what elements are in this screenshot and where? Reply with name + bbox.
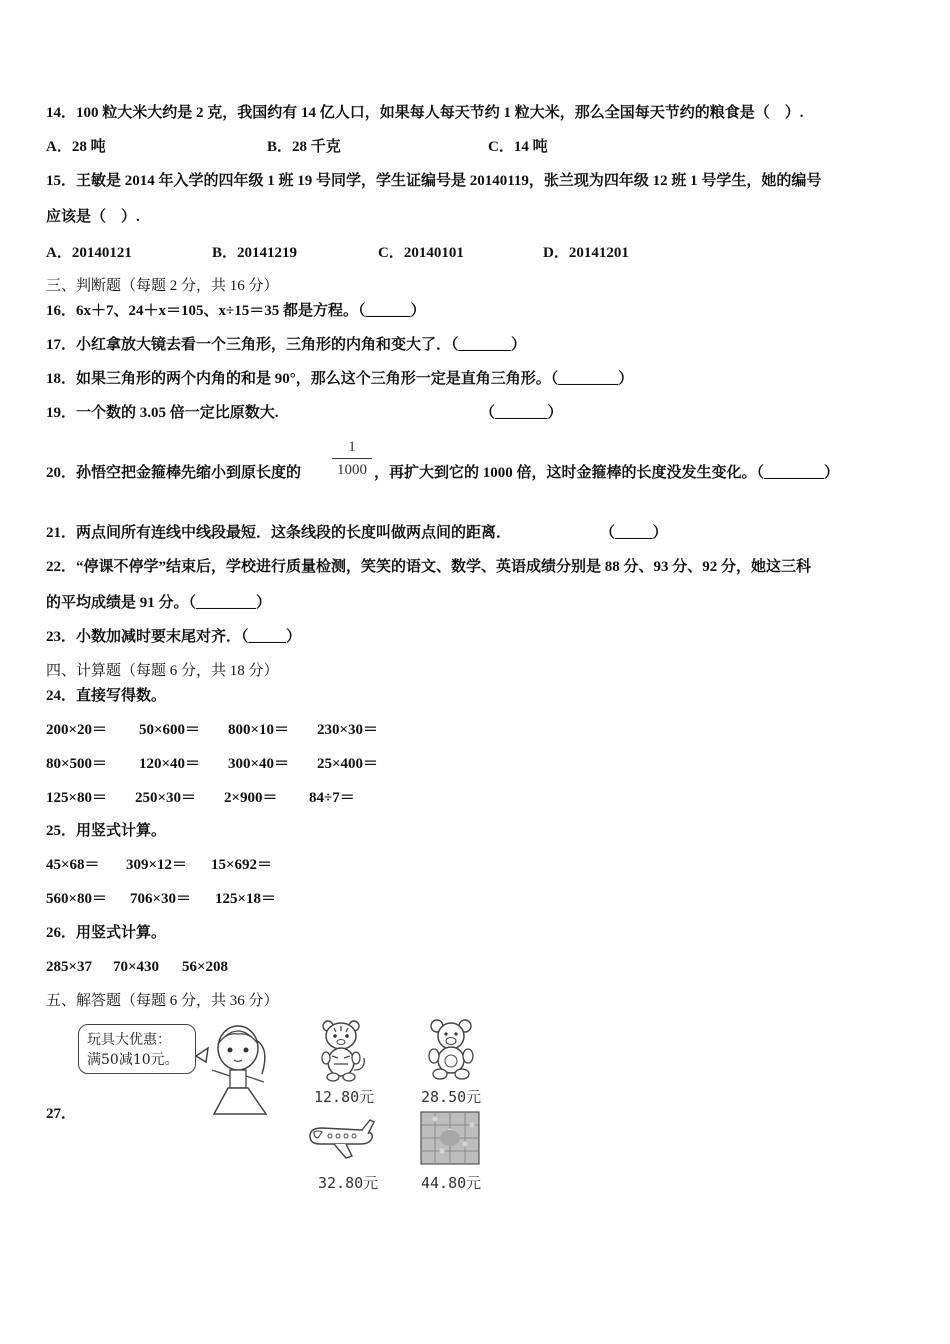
q24-item: 300×40＝ bbox=[228, 756, 290, 772]
q22-line2: 的平均成绩是 91 分。（________） bbox=[46, 595, 272, 611]
section-5-title: 五、解答题（每题 6 分，共 36 分） bbox=[46, 993, 279, 1009]
q19-blank: （_______） bbox=[480, 405, 563, 421]
teddy-bear-icon bbox=[424, 1018, 478, 1080]
q20-fraction-numerator: 1 bbox=[348, 439, 356, 455]
q26-item: 285×37 bbox=[46, 959, 93, 975]
q14-option-b: B．28 千克 bbox=[267, 139, 341, 155]
q25-item: 560×80＝ bbox=[46, 891, 108, 907]
bubble-line1: 玩具大优惠： bbox=[87, 1032, 171, 1048]
q24-item: 230×30＝ bbox=[317, 722, 379, 738]
q24-item: 2×900＝ bbox=[224, 790, 278, 806]
fraction-bar bbox=[332, 458, 372, 459]
q24-item: 800×10＝ bbox=[228, 722, 290, 738]
q25-item: 309×12＝ bbox=[126, 857, 188, 873]
q24-item: 84÷7＝ bbox=[309, 790, 355, 806]
airplane-toy-icon bbox=[304, 1116, 376, 1160]
q25-item: 45×68＝ bbox=[46, 857, 100, 873]
q17-text: 17．小红拿放大镜去看一个三角形，三角形的内角和变大了．（_______） bbox=[46, 337, 527, 353]
girl-illustration bbox=[190, 1018, 280, 1118]
q15-option-b: B．20141219 bbox=[212, 245, 298, 261]
q24-item: 50×600＝ bbox=[139, 722, 201, 738]
q20-after: ，再扩大到它的 1000 倍，这时金箍棒的长度没发生变化。（________） bbox=[374, 465, 840, 481]
q16-text: 16．6x＋7、24＋x＝105、x÷15＝35 都是方程。（______） bbox=[46, 303, 426, 319]
q24-item: 25×400＝ bbox=[317, 756, 379, 772]
q24-item: 125×80＝ bbox=[46, 790, 108, 806]
q23-text: 23．小数加减时要末尾对齐．（_____） bbox=[46, 629, 302, 645]
price-puzzle: 44.80元 bbox=[421, 1174, 482, 1192]
q24-item: 250×30＝ bbox=[135, 790, 197, 806]
q26-title: 26．用竖式计算。 bbox=[46, 925, 167, 941]
q21-blank: （_____） bbox=[600, 525, 668, 541]
jigsaw-puzzle-icon bbox=[420, 1111, 480, 1165]
q26-item: 70×430 bbox=[113, 959, 160, 975]
q21-text: 21．两点间所有连线中线段最短．这条线段的长度叫做两点间的距离． bbox=[46, 525, 512, 541]
q14-option-a: A．28 吨 bbox=[46, 139, 106, 155]
q15-option-c: C．20140101 bbox=[378, 245, 464, 261]
speech-bubble bbox=[78, 1024, 196, 1074]
tiger-toy-icon bbox=[314, 1018, 368, 1084]
q25-title: 25．用竖式计算。 bbox=[46, 823, 167, 839]
q27-number: 27． bbox=[46, 1106, 77, 1122]
q20-fraction-denominator: 1000 bbox=[337, 462, 367, 478]
q24-title: 24．直接写得数。 bbox=[46, 688, 167, 704]
q14-option-c: C．14 吨 bbox=[488, 139, 548, 155]
q25-item: 15×692＝ bbox=[211, 857, 273, 873]
q24-item: 120×40＝ bbox=[139, 756, 201, 772]
q19-text: 19．一个数的 3.05 倍一定比原数大. bbox=[46, 405, 279, 421]
section-4-title: 四、计算题（每题 6 分，共 18 分） bbox=[46, 663, 279, 679]
q18-text: 18．如果三角形的两个内角的和是 90°，那么这个三角形一定是直角三角形。（________） bbox=[46, 371, 634, 387]
q15-line1: 15．王敏是 2014 年入学的四年级 1 班 19 号同学，学生证编号是 20140119，张兰现为四年级 12 班 1 号学生，她的编号 bbox=[46, 173, 822, 189]
q15-option-d: D．20141201 bbox=[543, 245, 629, 261]
price-airplane: 32.80元 bbox=[318, 1174, 379, 1192]
price-tiger: 12.80元 bbox=[314, 1088, 375, 1106]
bubble-line2: 满50减10元。 bbox=[87, 1052, 179, 1068]
section-3-title: 三、判断题（每题 2 分，共 16 分） bbox=[46, 278, 279, 294]
q24-item: 80×500＝ bbox=[46, 756, 108, 772]
q20-before: 20．孙悟空把金箍棒先缩小到原长度的 bbox=[46, 465, 302, 481]
q22-line1: 22．“停课不停学”结束后，学校进行质量检测，笑笑的语文、数学、英语成绩分别是 88 分、93 分、92 分，她这三科 bbox=[46, 559, 812, 575]
q15-line2: 应该是（ ）. bbox=[46, 209, 140, 225]
q25-item: 125×18＝ bbox=[215, 891, 277, 907]
q26-item: 56×208 bbox=[182, 959, 229, 975]
q20-fraction bbox=[330, 438, 374, 479]
q25-item: 706×30＝ bbox=[130, 891, 192, 907]
q15-option-a: A．20140121 bbox=[46, 245, 132, 261]
q24-item: 200×20＝ bbox=[46, 722, 108, 738]
price-bear: 28.50元 bbox=[421, 1088, 482, 1106]
q14-text: 14．100 粒大米大约是 2 克，我国约有 14 亿人口，如果每人每天节约 1 粒大米，那么全国每天节约的粮食是（ ）. bbox=[46, 105, 804, 121]
